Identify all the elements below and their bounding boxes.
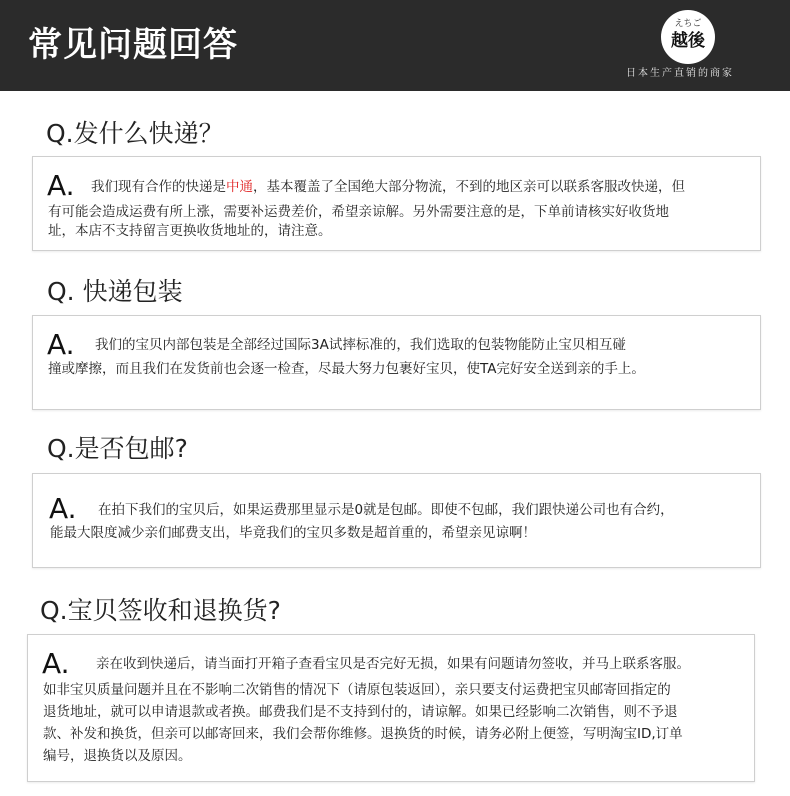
- courier-highlight: 中通: [226, 179, 253, 195]
- logo-name: 越後: [671, 31, 705, 51]
- faq-answer-box-2: [32, 315, 761, 410]
- answer-line: 在拍下我们的宝贝后，如果运费那里显示是0就是包邮。即使不包邮，我们跟快递公司也有合约，: [98, 502, 674, 518]
- answer-letter: A.: [42, 647, 70, 680]
- faq-question-3: Q.是否包邮?: [47, 434, 188, 463]
- answer-line: 如非宝贝质量问题并且在不影响二次销售的情况下（请原包装返回），亲只要支付运费把宝贝邮寄回指定的: [43, 682, 671, 698]
- answer-line: 退货地址，就可以申请退款或者换。邮费我们是不支持到付的，请谅解。如果已经影响二次销售，则不予退: [43, 704, 678, 720]
- answer-line: 撞或摩擦，而且我们在发货前也会逐一检查，尽最大努力包裹好宝贝，使TA完好安全送到亲的手上。: [48, 361, 645, 377]
- faq-answer-box-3: [32, 473, 761, 568]
- faq-question-1: Q.发什么快递？: [46, 119, 224, 148]
- answer-line: 能最大限度减少亲们邮费支出，毕竟我们的宝贝多数是超首重的，希望亲见谅啊！: [50, 525, 536, 541]
- answer-line: 编号，退换货以及原因。: [43, 748, 192, 764]
- answer-letter: A.: [47, 328, 75, 361]
- answer-line: 款、补发和换货，但亲可以邮寄回来，我们会帮你维修。退换货的时候，请务必附上便签，写明淘宝ID,订单: [43, 726, 683, 742]
- faq-answer-box-1: [32, 156, 761, 251]
- page-title: 常见问题回答: [28, 25, 238, 65]
- answer-line: 亲在收到快递后，请当面打开箱子查看宝贝是否完好无损，如果有问题请勿签收，并马上联系客服。: [96, 656, 690, 672]
- answer-line: 址，本店不支持留言更换收货地址的，请注意。: [48, 223, 332, 239]
- faq-answer-box-4: [27, 634, 755, 782]
- faq-question-4: Q.宝贝签收和退换货?: [40, 596, 281, 625]
- answer-letter: A.: [47, 169, 75, 202]
- answer-line: 我们现有合作的快递是中通，基本覆盖了全国绝大部分物流，不到的地区亲可以联系客服改快递，但: [91, 179, 685, 195]
- brand-logo: [661, 10, 715, 64]
- brand-tagline: 日本生产直销的商家: [626, 68, 734, 79]
- page-header: [0, 0, 790, 91]
- answer-line: 我们的宝贝内部包装是全部经过国际3A试摔标准的，我们选取的包装物能防止宝贝相互碰: [95, 337, 626, 353]
- faq-question-2: Q. 快递包装: [47, 277, 183, 306]
- answer-letter: A.: [49, 492, 77, 525]
- answer-line: 有可能会造成运费有所上涨，需要补运费差价，希望亲谅解。另外需要注意的是，下单前请核实好收货地: [48, 204, 669, 220]
- logo-kana: えちご: [674, 19, 702, 29]
